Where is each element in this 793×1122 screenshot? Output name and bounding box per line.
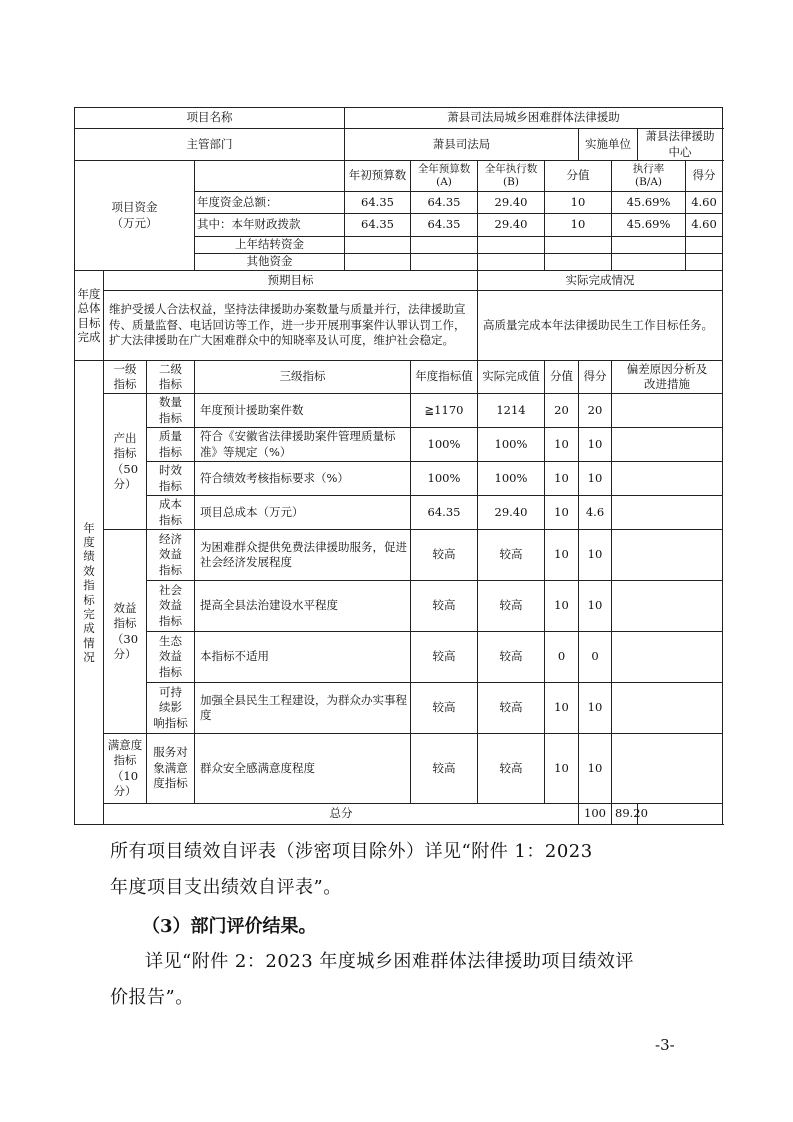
expected-goal-text: 维护受援人合法权益，坚持法律援助办案数量与质量并行，法律援助宣传、质量监督、电话回访等工作，进一步开展刑事案件认罪认罚工作，扩大法律援助在广大困难群众中的知晓率及认可度，维护社会稳定。 xyxy=(104,291,478,361)
ind-target: 较高 xyxy=(411,581,478,632)
funds-row-rate: 45.69% xyxy=(612,192,686,214)
ind-value: 10 xyxy=(545,734,579,804)
paragraph-line: 详见“附件 2：2023 年度城乡困难群体法律援助项目绩效评 xyxy=(145,951,634,972)
ind-header-l1: 一级 指标 xyxy=(104,361,147,394)
funds-header-exec: 全年执行数 (B) xyxy=(478,161,545,192)
ind-l2: 生态 效益 指标 xyxy=(147,632,195,683)
total-score: 89.20 xyxy=(612,804,638,825)
paragraph-line: 年度项目支出绩效自评表”。 xyxy=(110,877,342,898)
ind-l3: 项目总成本（万元） xyxy=(195,496,411,530)
funds-row-exec: 29.40 xyxy=(478,192,545,214)
ind-actual: 较高 xyxy=(478,632,545,683)
funds-row-value: 10 xyxy=(545,192,612,214)
goal-label: 年度 总体 目标 完成 xyxy=(75,271,104,361)
ind-header-l2: 二级 指标 xyxy=(147,361,195,394)
ind-score: 20 xyxy=(579,394,612,428)
ind-value: 20 xyxy=(545,394,579,428)
funds-header-value: 分值 xyxy=(545,161,612,192)
funds-row-rate: 45.69% xyxy=(612,214,686,237)
ind-value: 10 xyxy=(545,496,579,530)
ind-target: 较高 xyxy=(411,632,478,683)
ind-l2: 社会 效益 指标 xyxy=(147,581,195,632)
ind-analysis xyxy=(612,496,723,530)
funds-header-score: 得分 xyxy=(686,161,723,192)
ind-value: 10 xyxy=(545,462,579,496)
ind-header-score: 得分 xyxy=(579,361,612,394)
ind-score: 10 xyxy=(579,734,612,804)
ind-actual: 较高 xyxy=(478,581,545,632)
ind-score: 4.6 xyxy=(579,496,612,530)
ind-target: 较高 xyxy=(411,530,478,581)
dept-value: 萧县司法局 xyxy=(345,129,579,161)
group-benefit: 效益 指标 （30分） xyxy=(104,530,147,734)
ind-target: 64.35 xyxy=(411,496,478,530)
page-number: -3- xyxy=(655,1036,675,1054)
perf-label: 年 度 绩 效 指 标 完 成 情 况 xyxy=(75,361,104,825)
funds-row-annual: 64.35 xyxy=(411,214,478,237)
ind-value: 10 xyxy=(545,683,579,734)
ind-l3: 年度预计援助案件数 xyxy=(195,394,411,428)
funds-row-initial: 64.35 xyxy=(345,192,411,214)
ind-l2: 数量 指标 xyxy=(147,394,195,428)
ind-analysis xyxy=(612,632,723,683)
funds-header-annual: 全年预算数 (A) xyxy=(411,161,478,192)
ind-l3: 群众安全感满意度程度 xyxy=(195,734,411,804)
funds-header-rate: 执行率 (B/A) xyxy=(612,161,686,192)
funds-row-score: 4.60 xyxy=(686,214,723,237)
ind-analysis xyxy=(612,683,723,734)
ind-header-analysis: 偏差原因分析及 改进措施 xyxy=(612,361,723,394)
ind-l2: 可持 续影 响指标 xyxy=(147,683,195,734)
funds-row-label: 上年结转资金 xyxy=(195,237,345,254)
ind-value: 0 xyxy=(545,632,579,683)
expected-goal-header: 预期目标 xyxy=(104,271,478,291)
ind-l2: 经济 效益 指标 xyxy=(147,530,195,581)
ind-actual: 较高 xyxy=(478,683,545,734)
ind-l3: 本指标不适用 xyxy=(195,632,411,683)
total-label: 总分 xyxy=(104,804,579,825)
paragraph-line: 所有项目绩效自评表（涉密项目除外）详见“附件 1：2023 xyxy=(110,841,593,862)
ind-score: 10 xyxy=(579,683,612,734)
ind-l2: 时效 指标 xyxy=(147,462,195,496)
funds-row-label: 其他资金 xyxy=(195,254,345,271)
funds-row-label: 其中：本年财政拨款 xyxy=(195,214,345,237)
ind-value: 10 xyxy=(545,530,579,581)
ind-analysis xyxy=(612,462,723,496)
ind-value: 10 xyxy=(545,428,579,462)
funds-row-label: 年度资金总额： xyxy=(195,192,345,214)
ind-analysis xyxy=(612,734,723,804)
dept-label: 主管部门 xyxy=(75,129,345,161)
ind-actual: 1214 xyxy=(478,394,545,428)
ind-analysis xyxy=(612,581,723,632)
total-value: 100 xyxy=(579,804,612,825)
group-satisfaction: 满意度 指标 （10 分） xyxy=(104,734,147,804)
ind-analysis xyxy=(612,394,723,428)
funds-row-annual: 64.35 xyxy=(411,192,478,214)
ind-l2: 成本 指标 xyxy=(147,496,195,530)
funds-row-value: 10 xyxy=(545,214,612,237)
ind-actual: 较高 xyxy=(478,734,545,804)
impl-label: 实施单位 xyxy=(579,129,638,161)
ind-header-target: 年度指标值 xyxy=(411,361,478,394)
section-heading: （3）部门评价结果。 xyxy=(142,916,317,937)
ind-score: 10 xyxy=(579,581,612,632)
ind-target: 100% xyxy=(411,428,478,462)
project-name: 萧县司法局城乡困难群体法律援助 xyxy=(345,108,723,129)
ind-actual: 100% xyxy=(478,428,545,462)
ind-actual: 29.40 xyxy=(478,496,545,530)
project-name-label: 项目名称 xyxy=(75,108,345,129)
ind-actual: 较高 xyxy=(478,530,545,581)
ind-value: 10 xyxy=(545,581,579,632)
ind-l3: 为困难群众提供免费法律援助服务，促进社会经济发展程度 xyxy=(195,530,411,581)
funds-header-blank xyxy=(195,161,345,192)
ind-target: 较高 xyxy=(411,683,478,734)
ind-score: 10 xyxy=(579,530,612,581)
ind-score: 10 xyxy=(579,428,612,462)
funds-row-initial: 64.35 xyxy=(345,214,411,237)
ind-actual: 100% xyxy=(478,462,545,496)
funds-row-score: 4.60 xyxy=(686,192,723,214)
ind-analysis xyxy=(612,428,723,462)
ind-l3: 符合《安徽省法律援助案件管理质量标准》等规定（%） xyxy=(195,428,411,462)
ind-header-l3: 三级指标 xyxy=(195,361,411,394)
ind-header-value: 分值 xyxy=(545,361,579,394)
impl-value: 萧县法律援助中心 xyxy=(638,129,723,161)
ind-target: 较高 xyxy=(411,734,478,804)
actual-result-text: 高质量完成本年法律援助民生工作目标任务。 xyxy=(478,291,723,361)
ind-analysis xyxy=(612,530,723,581)
ind-l3: 符合绩效考核指标要求（%） xyxy=(195,462,411,496)
funds-header-initial: 年初预算数 xyxy=(345,161,411,192)
ind-l3: 提高全县法治建设水平程度 xyxy=(195,581,411,632)
group-output: 产出 指标 （50分） xyxy=(104,394,147,530)
ind-target: 100% xyxy=(411,462,478,496)
ind-score: 0 xyxy=(579,632,612,683)
ind-header-actual: 实际完成值 xyxy=(478,361,545,394)
funds-row-exec: 29.40 xyxy=(478,214,545,237)
paragraph-line: 价报告”。 xyxy=(110,987,194,1008)
actual-result-header: 实际完成情况 xyxy=(478,271,723,291)
ind-l2: 服务对 象满意 度指标 xyxy=(147,734,195,804)
ind-target: ≧1170 xyxy=(411,394,478,428)
performance-self-evaluation-table xyxy=(74,107,723,825)
ind-l3: 加强全县民生工程建设，为群众办实事程度 xyxy=(195,683,411,734)
funds-label: 项目资金 （万元） xyxy=(75,161,195,271)
ind-score: 10 xyxy=(579,462,612,496)
ind-l2: 质量 指标 xyxy=(147,428,195,462)
